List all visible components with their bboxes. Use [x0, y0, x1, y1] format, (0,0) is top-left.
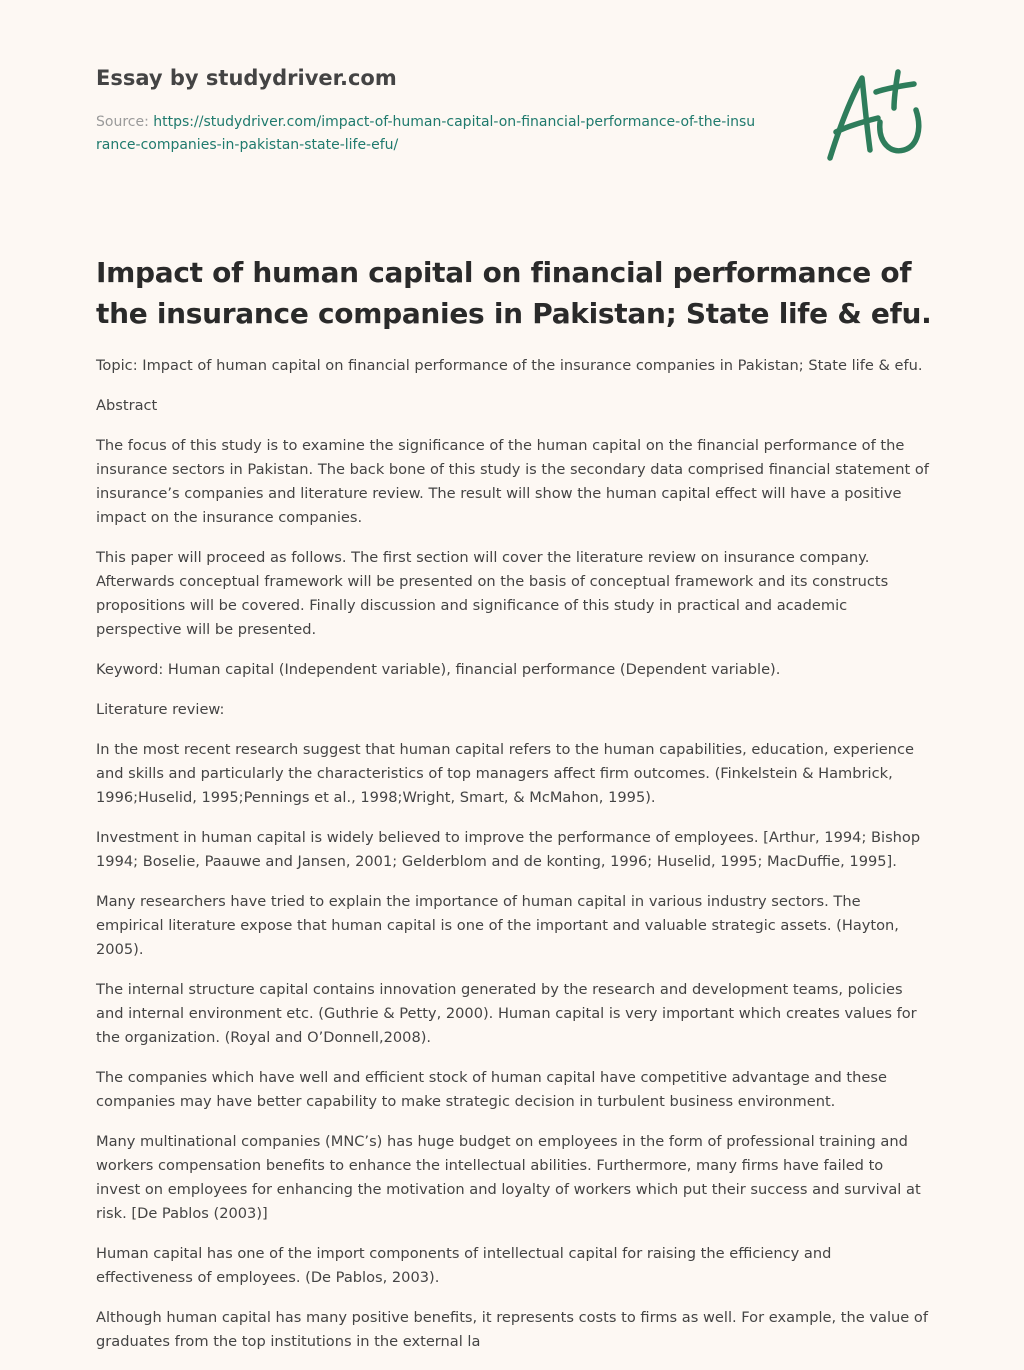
paragraph: In the most recent research suggest that human capital refers to the human capabilities, education, experience and skills and particularly the characteristics of top managers affect firm outcomes. (Finkelstein & Hambrick, 1996;Huselid, 1995;Pennings et al., 1998;Wright, Smart, & McMahon, 1995).	[96, 741, 914, 806]
paragraph: Abstract	[96, 397, 158, 414]
paragraph: Human capital has one of the import components of intellectual capital for raising the efficiency and effectiveness of employees. (De Pablos, 2003).	[96, 1245, 832, 1286]
paragraph: Investment in human capital is widely believed to improve the performance of employees. [Arthur, 1994; Bishop 1994; Boselie, Paauwe and Jansen, 2001; Gelderblom and de konting, 1996; Huselid, 1995; MacDuffie, 1995].	[96, 829, 921, 870]
paragraph: Keyword: Human capital (Independent variable), financial performance (Dependent variable).	[96, 661, 781, 678]
essay-header	[96, 64, 776, 157]
paragraph: Although human capital has many positive benefits, it represents costs to firms as well. For example, the value of graduates from the top institutions in the external la	[96, 1309, 928, 1350]
paragraph: Many researchers have tried to explain the importance of human capital in various industry sectors. The empirical literature expose that human capital is one of the important and valuable strategic assets. (Hayton, 2005).	[96, 893, 899, 958]
source-link[interactable]: https://studydriver.com/impact-of-human-capital-on-financial-performance-of-the-insurance-companies-in-pakistan-state-life-efu/	[96, 114, 756, 153]
a-plus-logo-icon	[818, 64, 930, 168]
paragraph: Literature review:	[96, 701, 225, 718]
essay-title: Impact of human capital on financial performance of the insurance companies in Pakistan; State life & efu.	[96, 256, 932, 330]
site-brand: Essay by studydriver.com	[96, 66, 397, 90]
source-line	[96, 111, 756, 157]
paragraph: Topic: Impact of human capital on financial performance of the insurance companies in Pakistan; State life & efu.	[96, 357, 923, 374]
paragraph: This paper will proceed as follows. The first section will cover the literature review on insurance company. Afterwards conceptual framework will be presented on the basis of conceptual framework and its constructs propositions will be covered. Finally discussion and significance of this study in practical and academic perspective will be presented.	[96, 549, 889, 638]
essay-body	[96, 354, 932, 1370]
source-label: Source:	[96, 114, 149, 130]
paragraph: The internal structure capital contains innovation generated by the research and development teams, policies and internal environment etc. (Guthrie & Petty, 2000). Human capital is very important which creates values for the organization. (Royal and O’Donnell,2008).	[96, 981, 917, 1046]
paragraph: The companies which have well and efficient stock of human capital have competitive advantage and these companies may have better capability to make strategic decision in turbulent business environment.	[96, 1069, 887, 1110]
paragraph: The focus of this study is to examine the significance of the human capital on the financial performance of the insurance sectors in Pakistan. The back bone of this study is the secondary data comprised financial statement of insurance’s companies and literature review. The result will show the human capital effect will have a positive impact on the insurance companies.	[96, 437, 929, 526]
paragraph: Many multinational companies (MNC’s) has huge budget on employees in the form of professional training and workers compensation benefits to enhance the intellectual abilities. Furthermore, many firms have failed to invest on employees for enhancing the motivation and loyalty of workers which put their success and survival at risk. [De Pablos (2003)]	[96, 1133, 921, 1222]
